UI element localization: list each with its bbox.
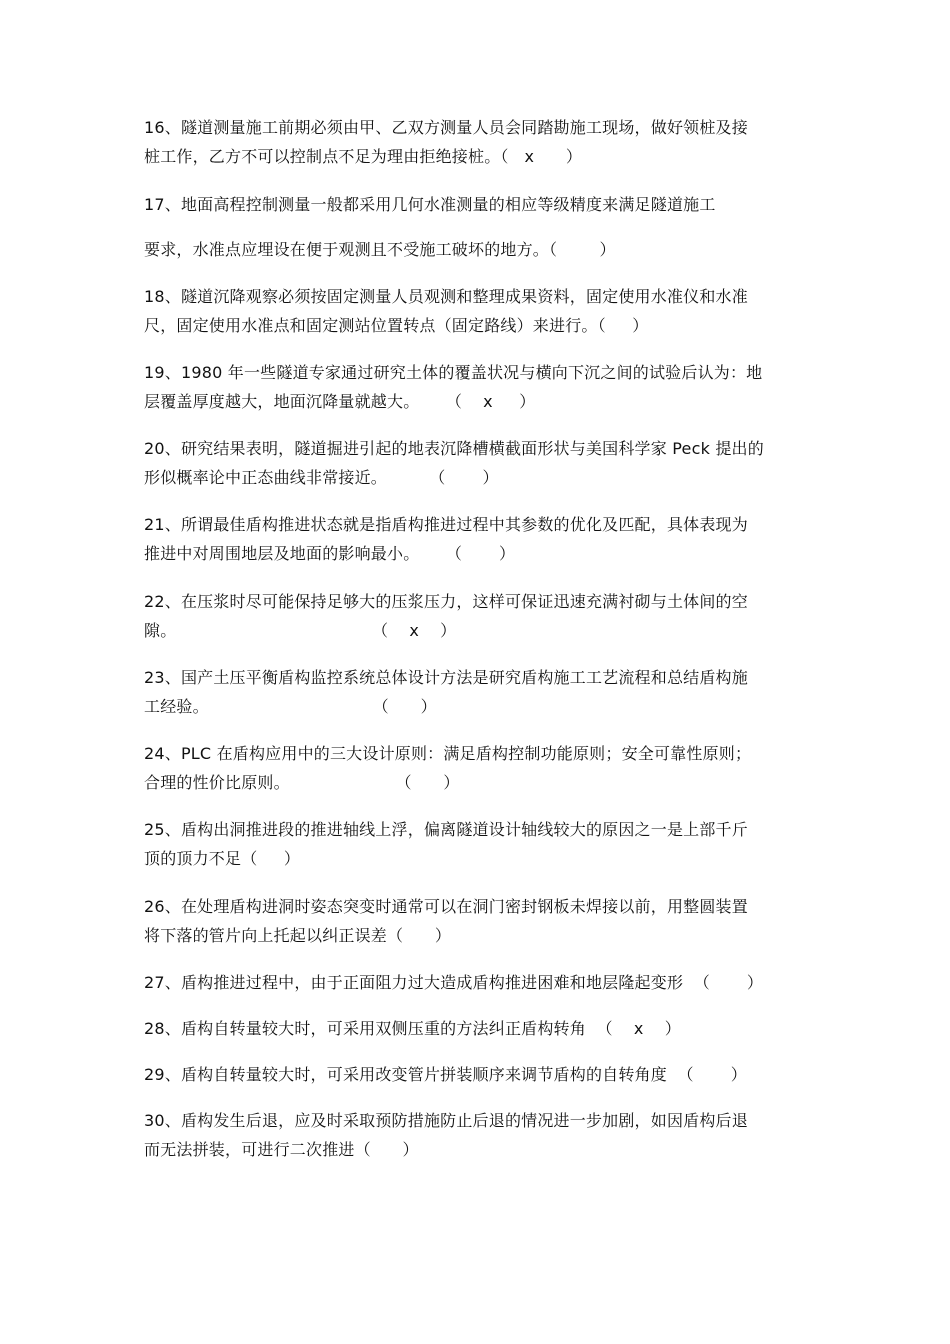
question-line: 21、所谓最佳盾构推进状态就是指盾构推进过程中其参数的优化及匹配，具体表现为 bbox=[144, 515, 748, 534]
question-line: 27、盾构推进过程中，由于正面阻力过大造成盾构推进困难和地层隆起变形 （ ） bbox=[144, 973, 764, 992]
question-line: 推进中对周围地层及地面的影响最小。 （ ） bbox=[144, 544, 516, 563]
question-line: 17、地面高程控制测量一般都采用几何水准测量的相应等级精度来满足隧道施工 bbox=[144, 195, 716, 214]
question-line: 将下落的管片向上托起以纠正误差（ ） bbox=[144, 926, 452, 945]
question-line: 28、盾构自转量较大时，可采用双侧压重的方法纠正盾构转角 （ x ） bbox=[144, 1019, 681, 1038]
question-line: 24、PLC 在盾构应用中的三大设计原则：满足盾构控制功能原则；安全可靠性原则； bbox=[144, 744, 752, 763]
question-line: 26、在处理盾构进洞时姿态突变时通常可以在洞门密封钢板未焊接以前，用整圆装置 bbox=[144, 897, 748, 916]
question-line: 29、盾构自转量较大时，可采用改变管片拼装顺序来调节盾构的自转角度 （ ） bbox=[144, 1065, 747, 1084]
question-line: 形似概率论中正态曲线非常接近。 （ ） bbox=[144, 468, 499, 487]
question-line: 桩工作，乙方不可以控制点不足为理由拒绝接桩。（ x ） bbox=[144, 147, 583, 166]
question-line: 尺，固定使用水准点和固定测站位置转点（固定路线）来进行。（ ） bbox=[144, 316, 649, 335]
question-line: 顶的顶力不足（ ） bbox=[144, 849, 301, 868]
question-line: 层覆盖厚度越大，地面沉降量就越大。 （ x ） bbox=[144, 392, 536, 411]
question-line: 而无法拼装，可进行二次推进（ ） bbox=[144, 1140, 419, 1159]
question-line: 隙。 （ x ） bbox=[144, 621, 457, 640]
question-line: 工经验。 （ ） bbox=[144, 697, 437, 716]
question-line: 16、隧道测量施工前期必须由甲、乙双方测量人员会同踏勘施工现场，做好领桩及接 bbox=[144, 118, 748, 137]
question-line: 18、隧道沉降观察必须按固定测量人员观测和整理成果资料，固定使用水准仪和水准 bbox=[144, 287, 748, 306]
question-line: 合理的性价比原则。 （ ） bbox=[144, 773, 460, 792]
question-line: 22、在压浆时尽可能保持足够大的压浆压力，这样可保证迅速充满衬砌与土体间的空 bbox=[144, 592, 748, 611]
question-line: 要求，水准点应埋设在便于观测且不受施工破坏的地方。（ ） bbox=[144, 240, 616, 259]
question-line: 23、国产土压平衡盾构监控系统总体设计方法是研究盾构施工工艺流程和总结盾构施 bbox=[144, 668, 748, 687]
question-line: 20、研究结果表明，隧道掘进引起的地表沉降槽横截面形状与美国科学家 Peck 提出的 bbox=[144, 439, 764, 458]
question-line: 25、盾构出洞推进段的推进轴线上浮，偏离隧道设计轴线较大的原因之一是上部千斤 bbox=[144, 820, 748, 839]
question-line: 19、1980 年一些隧道专家通过研究土体的覆盖状况与横向下沉之间的试验后认为：地 bbox=[144, 363, 763, 382]
question-line: 30、盾构发生后退，应及时采取预防措施防止后退的情况进一步加剧，如因盾构后退 bbox=[144, 1111, 748, 1130]
